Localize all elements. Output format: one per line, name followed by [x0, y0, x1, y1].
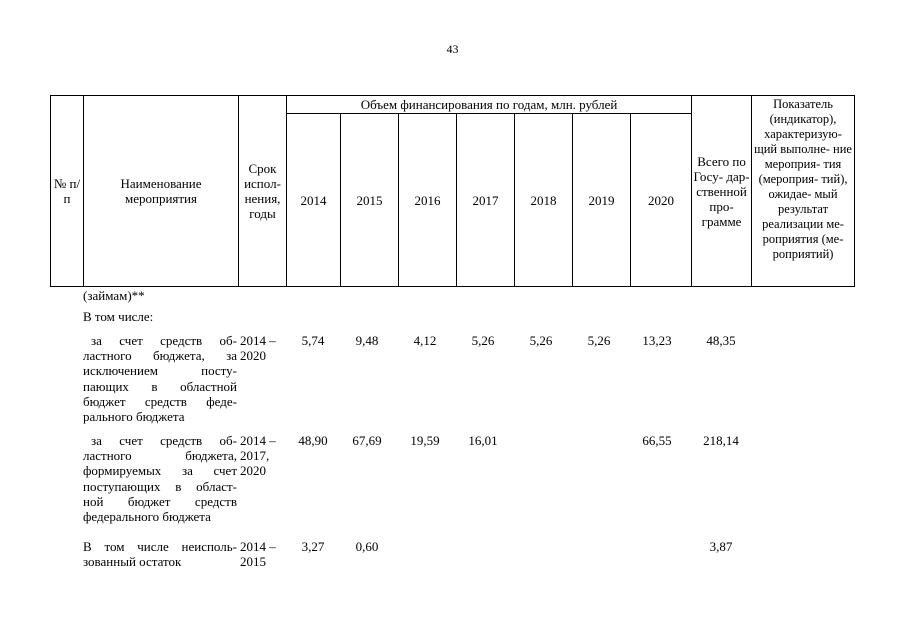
row-name: В том числе неисполь- зованный остаток	[83, 539, 237, 570]
header-year: 2015	[341, 114, 399, 287]
row-term: 2014 – 2015	[240, 539, 276, 570]
header-year: 2020	[631, 114, 692, 287]
header-year: 2018	[515, 114, 573, 287]
row-term: 2014 – 2017, 2020	[240, 433, 276, 479]
row-term: 2014 – 2020	[240, 333, 276, 364]
value-total: 218,14	[703, 433, 739, 448]
row-name: (займам)**	[83, 288, 145, 303]
value-2020: 66,55	[642, 433, 672, 448]
header-indicator: Показатель (индикатор), характеризую- щий выполне- ние мероприя- тия (мероприя- тий), ожидае- мый результат реализации ме- роприятия (ме- роприятий)	[752, 96, 855, 287]
header-year: 2019	[573, 114, 631, 287]
value-2017: 5,26	[471, 333, 495, 348]
value-2017: 16,01	[468, 433, 498, 448]
value-2015: 0,60	[355, 539, 379, 554]
row-name: В том числе:	[83, 309, 154, 324]
value-2014: 5,74	[301, 333, 325, 348]
value-2016: 4,12	[413, 333, 437, 348]
header-financing-group: Объем финансирования по годам, млн. рублей	[287, 96, 692, 114]
page-number: 43	[446, 42, 459, 56]
value-2014: 3,27	[301, 539, 325, 554]
header-number: № п/п	[51, 96, 84, 287]
header-term: Срок испол- нения, годы	[239, 96, 287, 287]
row-name: за счет средств об- ластного бюджета, за исключением посту- пающих в областной бюджет средств феде- рального бюджета	[83, 333, 237, 425]
header-name: Наименование мероприятия	[84, 96, 239, 287]
header-year: 2014	[287, 114, 341, 287]
value-2014: 48,90	[298, 433, 328, 448]
value-2018: 5,26	[529, 333, 553, 348]
value-2019: 5,26	[587, 333, 611, 348]
value-2015: 67,69	[352, 433, 382, 448]
row-name: за счет средств об- ластного бюджета, формируемых за счет поступающих в област- ной бюджет средств федерального бюджета	[83, 433, 237, 525]
value-2020: 13,23	[642, 333, 672, 348]
header-year: 2016	[399, 114, 457, 287]
financing-table-header	[50, 95, 855, 287]
value-total: 3,87	[709, 539, 733, 554]
header-total: Всего по Госу- дар- ственной про- грамме	[692, 96, 752, 287]
header-year: 2017	[457, 114, 515, 287]
value-2016: 19,59	[410, 433, 440, 448]
value-2015: 9,48	[355, 333, 379, 348]
value-total: 48,35	[706, 333, 736, 348]
